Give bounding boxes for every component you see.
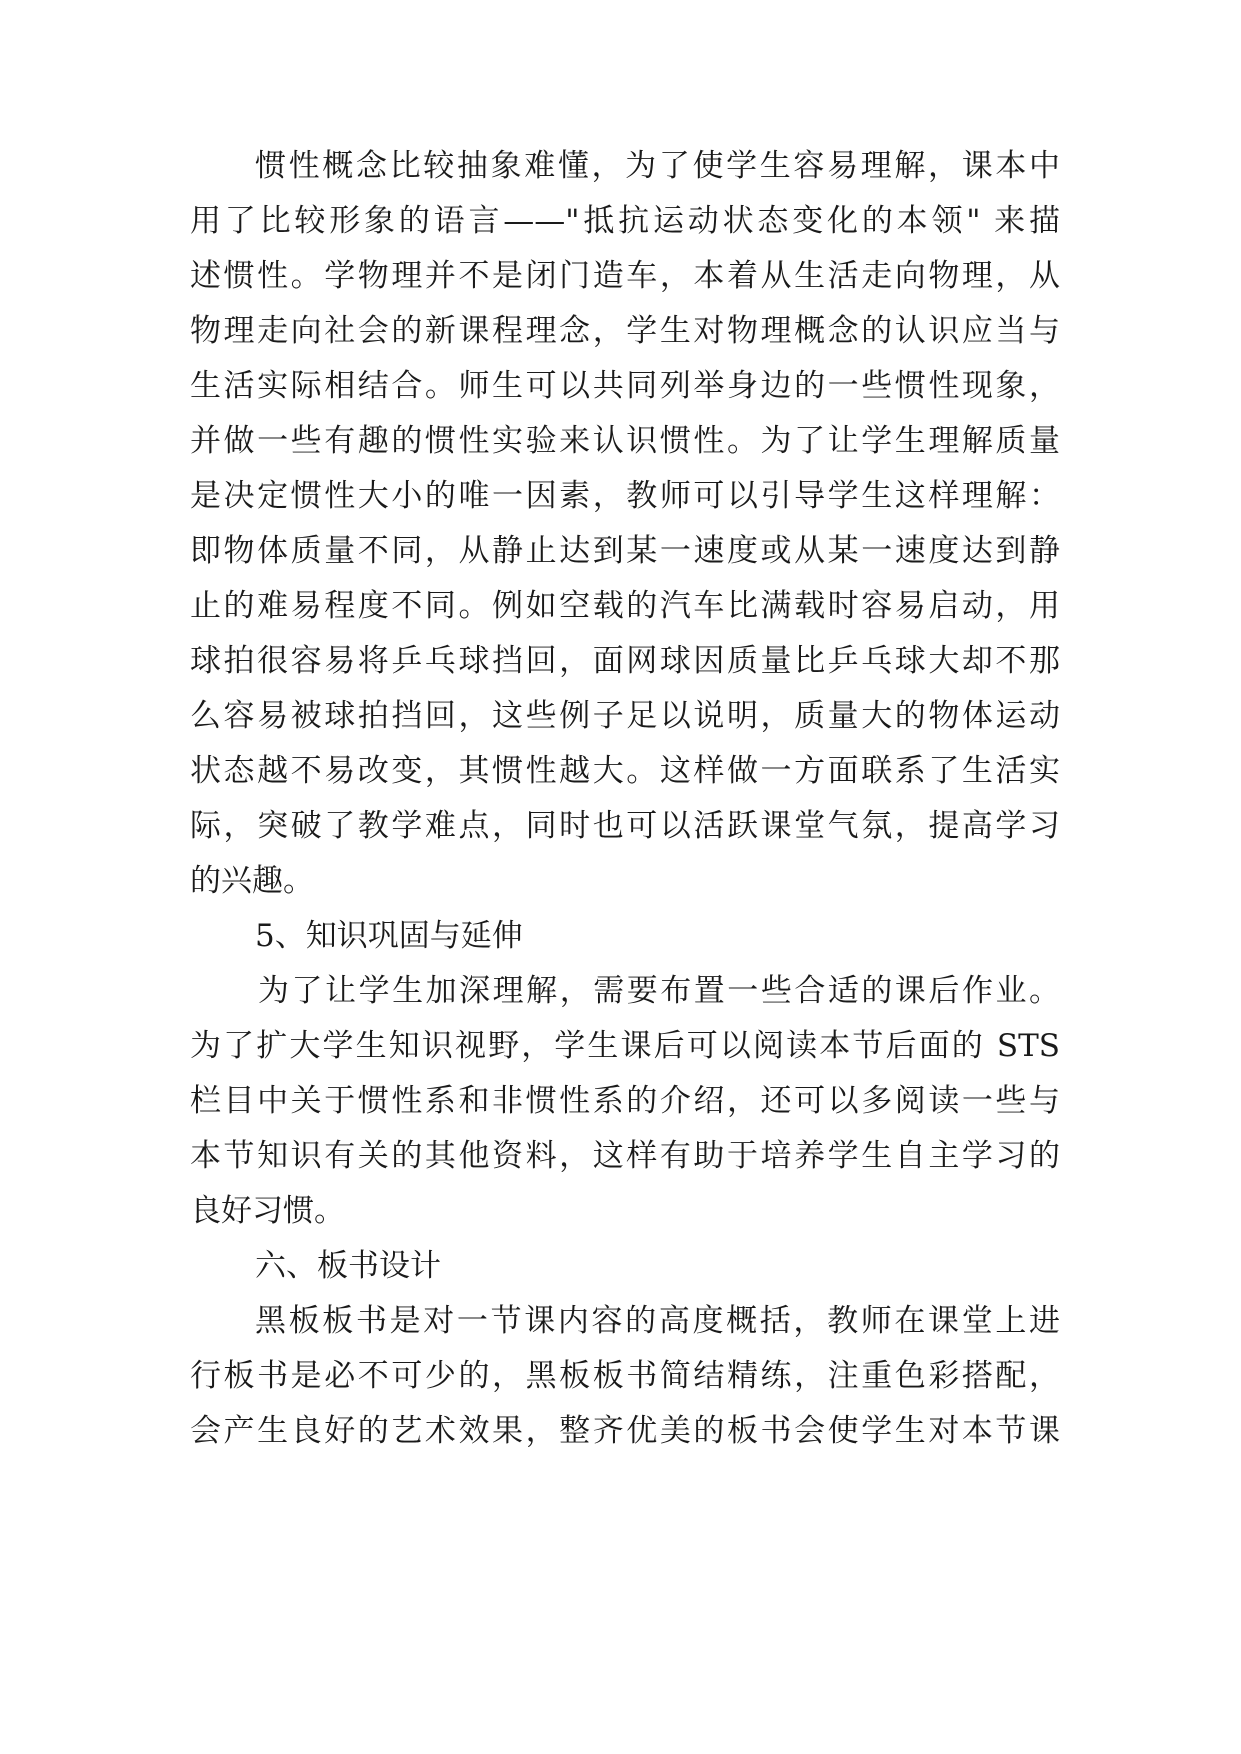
paragraph-line: 为了扩大学生知识视野，学生课后可以阅读本节后面的 STS (190, 1028, 1060, 1064)
paragraph-line: 用了比较形象的语言——"抵抗运动状态变化的本领" 来描 (190, 203, 1060, 239)
paragraph-line: 会产生良好的艺术效果，整齐优美的板书会使学生对本节课 (190, 1413, 1060, 1449)
paragraph-line: 本节知识有关的其他资料，这样有助于培养学生自主学习的 (190, 1138, 1060, 1174)
paragraph-line: 么容易被球拍挡回，这些例子足以说明，质量大的物体运动 (190, 698, 1060, 734)
paragraph-line: 黑板板书是对一节课内容的高度概括，教师在课堂上进 (255, 1303, 1060, 1339)
paragraph-line: 生活实际相结合。师生可以共同列举身边的一些惯性现象， (190, 368, 1060, 404)
paragraph-line: 的兴趣。 (190, 863, 314, 899)
paragraph-line: 是决定惯性大小的唯一因素，教师可以引导学生这样理解： (190, 478, 1060, 514)
paragraph-line: 述惯性。学物理并不是闭门造车，本着从生活走向物理，从 (190, 258, 1060, 294)
paragraph-line: 行板书是必不可少的，黑板板书简结精练，注重色彩搭配， (190, 1358, 1060, 1394)
paragraph-line: 良好习惯。 (190, 1193, 345, 1229)
paragraph-line: 止的难易程度不同。例如空载的汽车比满载时容易启动，用 (190, 588, 1060, 624)
paragraph-line: 栏目中关于惯性系和非惯性系的介绍，还可以多阅读一些与 (190, 1083, 1060, 1119)
paragraph-line: 并做一些有趣的惯性实验来认识惯性。为了让学生理解质量 (190, 423, 1060, 459)
paragraph-line: 状态越不易改变，其惯性越大。这样做一方面联系了生活实 (190, 753, 1060, 789)
paragraph-line: 物理走向社会的新课程理念，学生对物理概念的认识应当与 (190, 313, 1060, 349)
paragraph-line: 际，突破了教学难点，同时也可以活跃课堂气氛，提高学习 (190, 808, 1060, 844)
section-heading: 5、知识巩固与延伸 (255, 918, 523, 954)
section-heading: 六、板书设计 (255, 1248, 441, 1284)
paragraph-line: 惯性概念比较抽象难懂，为了使学生容易理解，课本中 (255, 148, 1060, 184)
paragraph-line: 即物体质量不同，从静止达到某一速度或从某一速度达到静 (190, 533, 1060, 569)
paragraph-line: 球拍很容易将乒乓球挡回，面网球因质量比乒乓球大却不那 (190, 643, 1060, 679)
paragraph-line: 为了让学生加深理解，需要布置一些合适的课后作业。 (258, 973, 1060, 1009)
